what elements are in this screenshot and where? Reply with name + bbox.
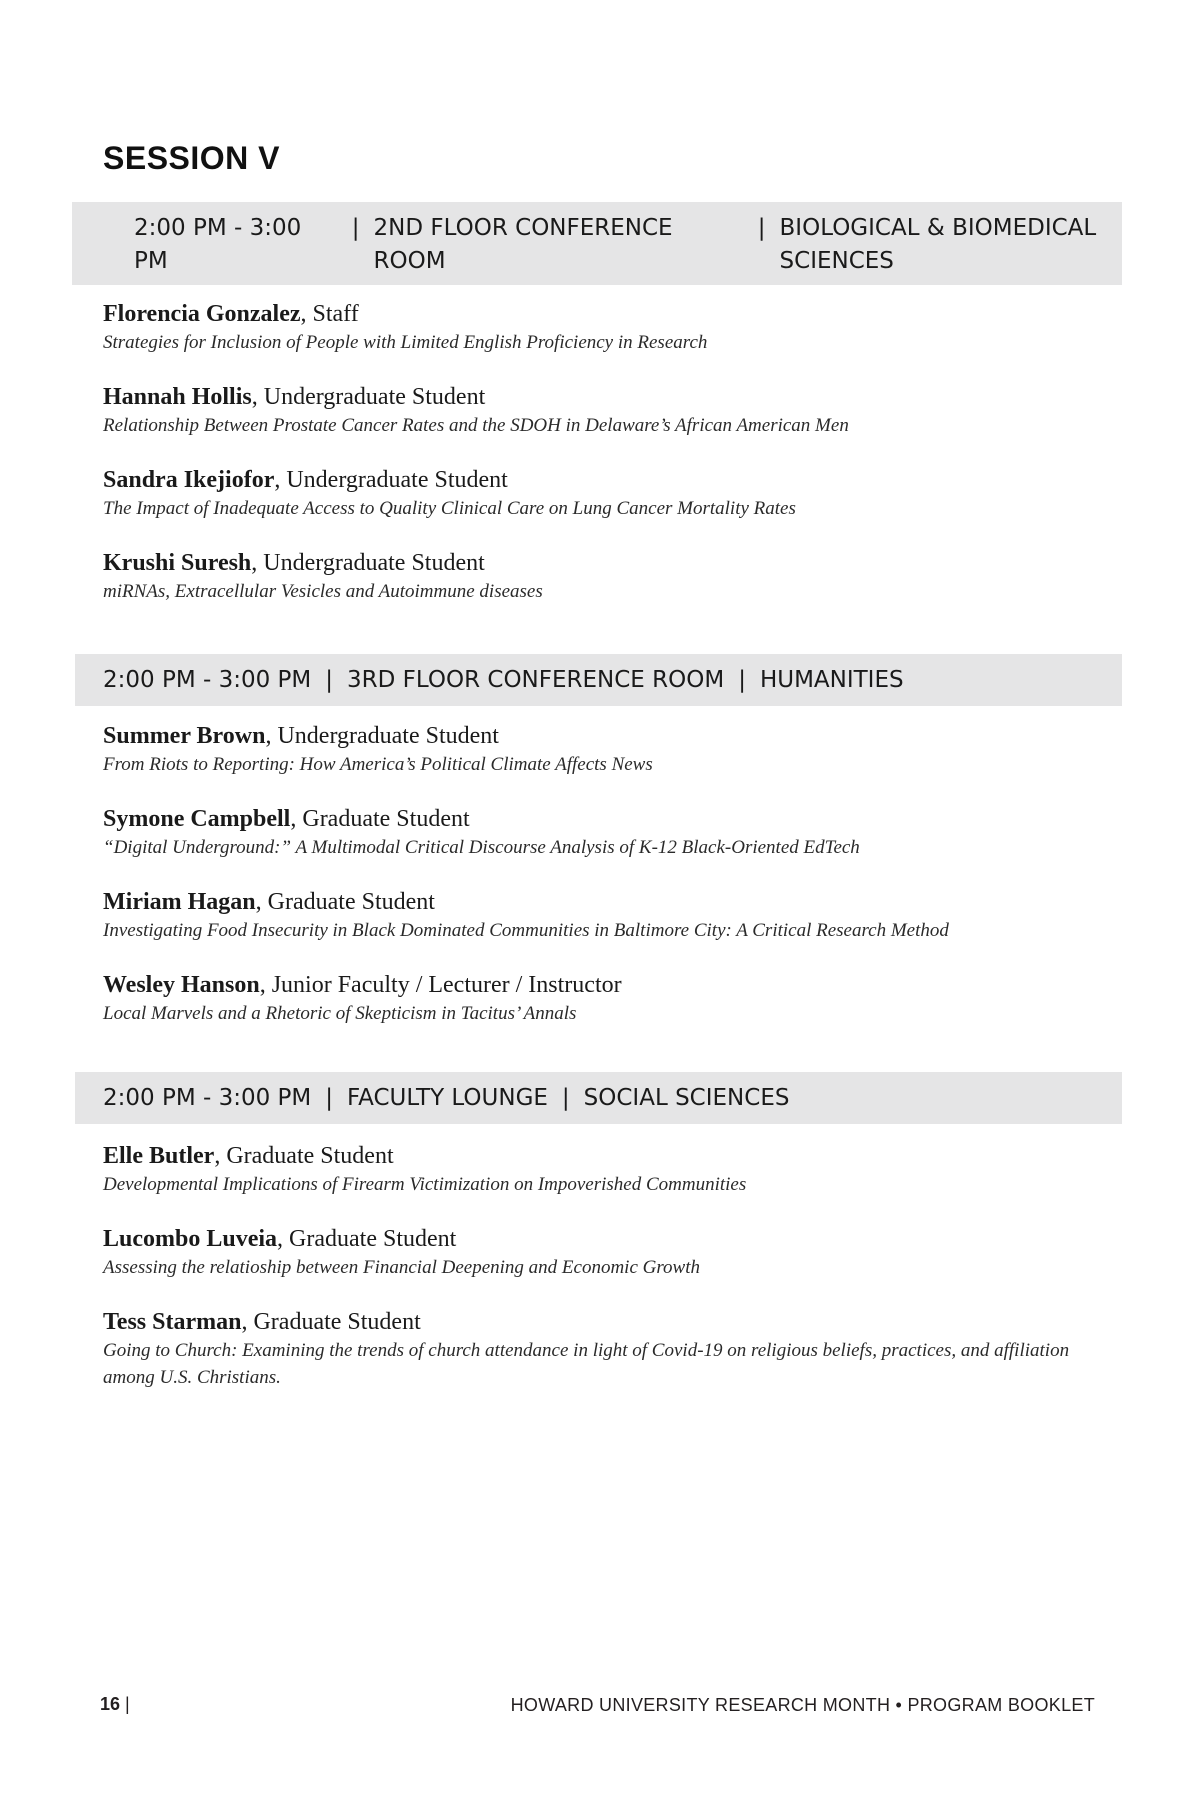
page-footer-left (100, 1694, 130, 1715)
presenter-role: , Graduate Student (214, 1143, 394, 1169)
session-room: FACULTY LOUNGE (347, 1085, 548, 1111)
presentation-title: Relationship Between Prostate Cancer Rates and the SDOH in Delaware’s African American Men (103, 415, 849, 436)
presenter-role: , Graduate Student (255, 889, 435, 915)
presenter-role: , Undergraduate Student (251, 384, 486, 410)
presenter-name: Elle Butler (103, 1143, 215, 1169)
session-time: 2:00 PM - 3:00 PM (103, 1085, 312, 1111)
presenter-name: Miriam Hagan (103, 889, 256, 915)
presenter-role: , Undergraduate Student (265, 723, 499, 749)
presenter-entry (103, 887, 1103, 944)
session-room: 3RD FLOOR CONFERENCE ROOM (347, 667, 725, 693)
presenter-entry (103, 465, 1103, 522)
separator: | (351, 215, 360, 241)
presentation-title: “Digital Underground:” A Multimodal Critical Discourse Analysis of K-12 Black-Oriented EdTech (103, 837, 860, 858)
presenter-role: , Graduate Student (290, 806, 470, 832)
separator: | (738, 667, 746, 693)
presenter-entry (103, 382, 1103, 439)
session-topic: HUMANITIES (759, 667, 904, 693)
presenter-entry (103, 970, 1103, 1027)
session-time: 2:00 PM - 3:00 PM (103, 667, 312, 693)
presenter-entry (103, 299, 1103, 356)
presenter-entry (103, 1224, 1103, 1281)
session-topic: BIOLOGICAL & BIOMEDICAL SCIENCES (779, 215, 1097, 274)
session-header-band (75, 1072, 1122, 1124)
presentation-title: From Riots to Reporting: How America’s Political Climate Affects News (103, 754, 653, 775)
presenter-name: Florencia Gonzalez (103, 301, 301, 327)
presenter-entry (103, 548, 1103, 605)
separator: | (325, 667, 334, 693)
session-time: 2:00 PM - 3:00 PM (134, 215, 302, 274)
presentation-title: Local Marvels and a Rhetoric of Skepticism in Tacitus’ Annals (103, 1003, 577, 1024)
footer-separator: | (125, 1694, 130, 1714)
presenter-name: Tess Starman (103, 1309, 242, 1335)
presentation-title: Developmental Implications of Firearm Victimization on Impoverished Communities (103, 1174, 747, 1195)
presentation-title: Strategies for Inclusion of People with Limited English Proficiency in Research (103, 332, 708, 353)
presenter-name: Symone Campbell (103, 806, 291, 832)
separator: | (561, 1085, 570, 1111)
separator: | (325, 1085, 334, 1111)
presenter-role: , Undergraduate Student (274, 467, 508, 493)
presenter-name: Lucombo Luveia (103, 1226, 278, 1252)
page-number: 16 (100, 1694, 121, 1714)
session-room: 2ND FLOOR CONFERENCE ROOM (373, 215, 673, 274)
publication-name: HOWARD UNIVERSITY RESEARCH MONTH • PROGRAM BOOKLET (510, 1695, 1095, 1715)
session-header-band (72, 202, 1122, 285)
presenter-name: Sandra Ikejiofor (103, 467, 275, 493)
presentation-title: Investigating Food Insecurity in Black Dominated Communities in Baltimore City: A Critical Research Method (103, 920, 949, 941)
presentation-title: miRNAs, Extracellular Vesicles and Autoimmune diseases (103, 581, 543, 602)
presenter-role: , Graduate Student (241, 1309, 421, 1335)
session-header-band (75, 654, 1122, 706)
presenter-entry (103, 721, 1103, 778)
presenter-role: , Undergraduate Student (251, 550, 485, 576)
presenter-name: Summer Brown (103, 723, 266, 749)
presenter-name: Hannah Hollis (103, 384, 252, 410)
presenter-entry (103, 1307, 1103, 1391)
presenter-role: , Staff (300, 301, 359, 327)
session-title: SESSION V (103, 140, 280, 176)
presentation-title: Assessing the relatioship between Financial Deepening and Economic Growth (103, 1257, 700, 1278)
presenter-name: Wesley Hanson (103, 972, 260, 998)
presentation-title: The Impact of Inadequate Access to Quality Clinical Care on Lung Cancer Mortality Rates (103, 498, 796, 519)
presenter-entry (103, 804, 1103, 861)
separator: | (757, 215, 766, 241)
session-topic: SOCIAL SCIENCES (583, 1085, 790, 1111)
presenter-entry (103, 1141, 1103, 1198)
presentation-title: Going to Church: Examining the trends of church attendance in light of Covid-19 on religious beliefs, practices, and affiliation among U.S. Christians. (103, 1340, 1070, 1388)
presenter-role: , Graduate Student (277, 1226, 457, 1252)
presenter-name: Krushi Suresh (103, 550, 252, 576)
presenter-role: , Junior Faculty / Lecturer / Instructor (259, 972, 622, 998)
